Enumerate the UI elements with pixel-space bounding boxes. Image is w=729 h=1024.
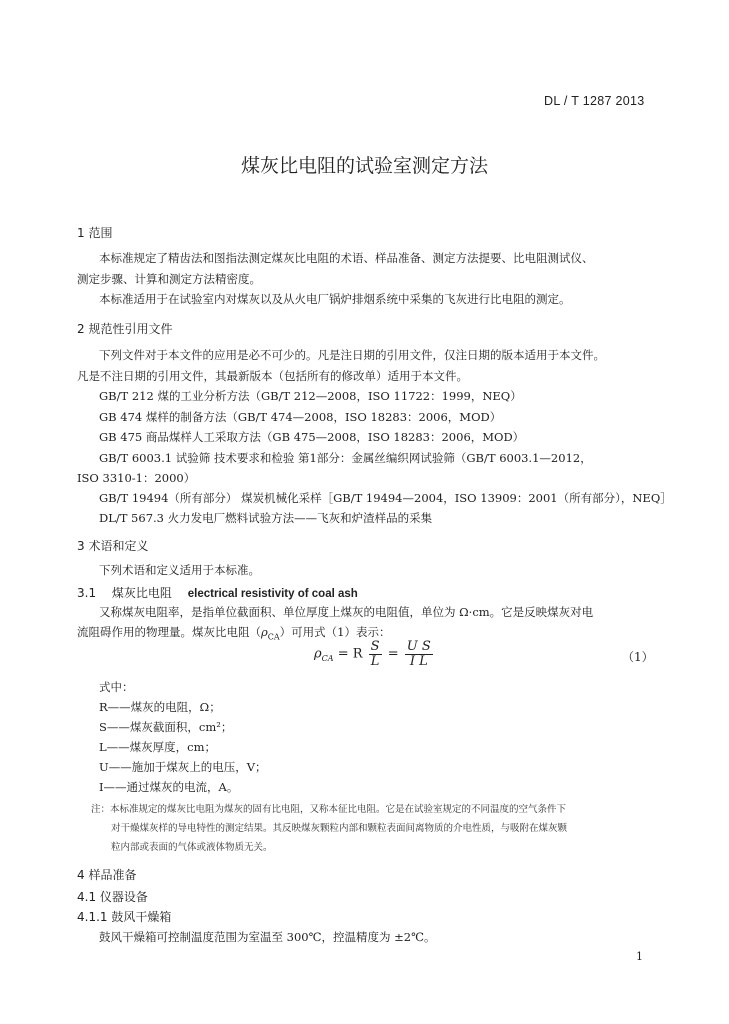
- fraction-denominator: L: [370, 653, 380, 669]
- note-line-c: 粒内部或表面的气体或液体物质无关。: [111, 842, 273, 853]
- variable-definition: I——通过煤灰的电流，A。: [99, 780, 239, 794]
- reference-item: GB/T 19494（所有部分） 煤炭机械化采样［GB/T 19494—2004，ISO 13909：2001（所有部分），NEQ］: [99, 491, 672, 505]
- variable-definition: S——煤灰截面积，cm²；: [99, 720, 233, 734]
- section-3-heading: 3 术语和定义: [77, 539, 149, 553]
- resistivity-formula: [314, 640, 435, 668]
- reference-item: GB/T 212 煤的工业分析方法（GB/T 212—2008，ISO 11722：1999，NEQ）: [99, 389, 522, 403]
- terms-intro: 下列术语和定义适用于本标准。: [99, 563, 260, 577]
- term-3-1: [77, 584, 358, 601]
- note-line-b: 对干燥煤灰样的导电特性的测定结果。其反映煤灰颗粒内部和颗粒表面间离物质的介电性质，与吸附在煤灰颗: [111, 823, 568, 834]
- subsection-4-1-heading: 4.1 仪器设备: [77, 890, 148, 904]
- variable-definition: R——煤灰的电阻，Ω；: [99, 700, 221, 714]
- term-number: 3.1: [77, 586, 97, 600]
- rho-symbol: ρ: [261, 625, 268, 639]
- reference-item: DL/T 567.3 火力发电厂燃料试验方法——飞灰和炉渣样品的采集: [99, 511, 433, 525]
- reference-item: GB 474 煤样的制备方法（GB/T 474—2008，ISO 18283：2006，MOD）: [99, 410, 502, 424]
- document-title: 煤灰比电阻的试验室测定方法: [240, 155, 488, 177]
- fraction-denominator: I L: [409, 653, 428, 669]
- formula-equals: =: [387, 646, 399, 662]
- reference-item: GB 475 商品煤样人工采取方法（GB 475—2008，ISO 18283：2006，MOD）: [99, 430, 525, 444]
- where-label: 式中：: [99, 680, 134, 694]
- term-chinese: 煤灰比电阻: [111, 586, 172, 600]
- scope-paragraph-2: 本标准适用于在试验室内对煤灰以及从火电厂锅炉排烟系统中采集的飞灰进行比电阻的测定。: [99, 292, 571, 306]
- fraction-numerator: S: [370, 639, 380, 654]
- formula-lhs-subscript: CA: [321, 654, 334, 664]
- fraction-numerator: U S: [406, 639, 431, 654]
- variable-definition: U——施加于煤灰上的电压，V；: [99, 760, 267, 774]
- section-2-heading: 2 规范性引用文件: [77, 322, 173, 336]
- formula-equals-r: = R: [337, 646, 363, 662]
- page-number: 1: [636, 950, 643, 963]
- definition-line-b: [77, 624, 391, 641]
- scope-paragraph-1b: 测定步骤、计算和测定方法精密度。: [77, 272, 261, 286]
- definition-text: 流阻碍作用的物理量。煤灰比电阻（: [77, 625, 261, 639]
- section-4-heading: 4 样品准备: [77, 868, 137, 882]
- references-intro-a: 下列文件对于本文件的应用是必不可少的。凡是注日期的引用文件，仅注日期的版本适用于本文件。: [99, 348, 605, 362]
- definition-text: ）可用式（1）表示：: [279, 625, 391, 639]
- term-english: electrical resistivity of coal ash: [187, 588, 358, 600]
- formula-fraction-s-over-l: [369, 640, 382, 668]
- scope-paragraph-1a: 本标准规定了精齿法和图指法测定煤灰比电阻的术语、样品准备、测定方法提要、比电阻测试仪、: [99, 251, 594, 265]
- reference-item: GB/T 6003.1 试验筛 技术要求和检验 第1部分：金属丝编织网试验筛（GB/T 6003.1—2012，: [99, 451, 592, 465]
- note-line-a: 注：本标准规定的煤灰比电阻为煤灰的固有比电阻，又称本征比电阻。它是在试验室规定的不同温度的空气条件下: [91, 804, 567, 815]
- references-intro-b: 凡是不注日期的引用文件，其最新版本（包括所有的修改单）适用于本文件。: [77, 369, 468, 383]
- formula-fraction-us-over-il: [405, 640, 433, 668]
- variable-definition: L——煤灰厚度，cm；: [99, 740, 216, 754]
- equation-number: （1）: [622, 650, 654, 664]
- subsection-4-1-1-heading: 4.1.1 鼓风干燥箱: [77, 910, 172, 924]
- definition-line-a: 又称煤灰电阻率，是指单位截面积、单位厚度上煤灰的电阻值，单位为 Ω·cm。它是反映煤灰对电: [99, 605, 594, 619]
- reference-item-continued: ISO 3310-1：2000）: [77, 471, 196, 485]
- drying-oven-paragraph: 鼓风干燥箱可控制温度范围为室温至 300℃，控温精度为 ±2℃。: [99, 930, 436, 944]
- standard-code: DL / T 1287 2013: [544, 94, 645, 108]
- rho-subscript: CA: [267, 632, 280, 642]
- formula-lhs: ρ: [314, 646, 322, 662]
- section-1-heading: 1 范围: [77, 226, 113, 240]
